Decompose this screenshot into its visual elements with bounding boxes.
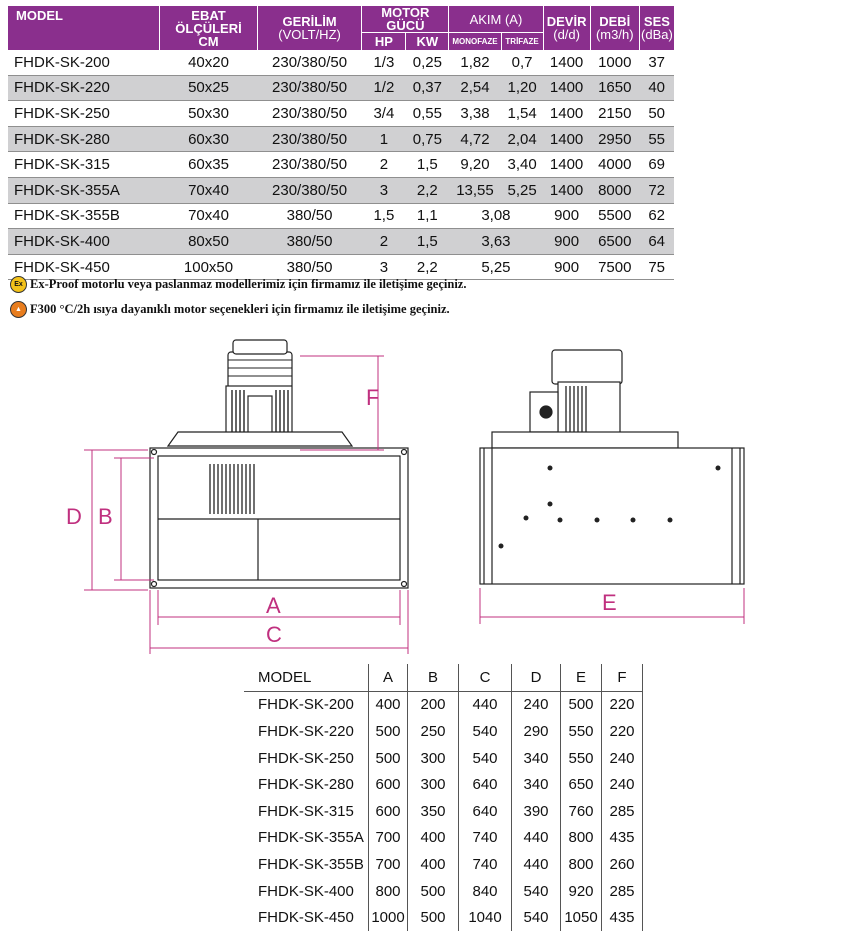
spec-table xyxy=(8,6,674,280)
spec-cell-db: 55 xyxy=(639,126,674,152)
spec-cell-hp: 1,5 xyxy=(362,203,406,229)
label-f: F xyxy=(366,385,380,410)
dim-cell: 400 xyxy=(408,851,459,878)
spec-cell-kw: 0,75 xyxy=(406,126,449,152)
dim-cell: 500 xyxy=(561,691,602,718)
dim-header-model: MODEL xyxy=(244,664,369,691)
dim-header-c: C xyxy=(459,664,512,691)
spec-cell-kw: 0,37 xyxy=(406,75,449,101)
spec-cell-flow: 5500 xyxy=(590,203,639,229)
spec-cell-hp: 1/2 xyxy=(362,75,406,101)
spec-cell-kw: 1,1 xyxy=(406,203,449,229)
dim-row xyxy=(244,798,643,825)
spec-cell-flow: 2950 xyxy=(590,126,639,152)
header-motor-power: MOTOR GÜCÜ xyxy=(362,6,449,33)
dim-cell: 540 xyxy=(459,745,512,772)
flame-icon: ▲ xyxy=(10,301,27,318)
dim-cell: FHDK-SK-450 xyxy=(258,909,354,927)
dim-row xyxy=(244,878,643,905)
technical-drawing xyxy=(0,330,848,660)
header-speed: DEVİR (d/d) xyxy=(543,6,590,50)
dim-cell: 1050 xyxy=(561,904,602,931)
dim-cell: 260 xyxy=(602,851,643,878)
side-view xyxy=(480,350,744,584)
dim-cell: FHDK-SK-355A xyxy=(258,829,364,847)
dim-cell: 440 xyxy=(512,851,561,878)
dim-cell: FHDK-SK-250 xyxy=(258,749,354,767)
dim-cell: 240 xyxy=(602,745,643,772)
spec-cell-size: 60x35 xyxy=(160,152,257,178)
dim-cell: 350 xyxy=(408,798,459,825)
dim-cell: 700 xyxy=(369,851,408,878)
dim-row xyxy=(244,771,643,798)
spec-cell-size: 70x40 xyxy=(160,203,257,229)
spec-cell-voltage: 380/50 xyxy=(257,254,362,280)
spec-cell-rpm: 1400 xyxy=(543,177,590,203)
dim-header-a: A xyxy=(369,664,408,691)
dim-cell: 800 xyxy=(561,851,602,878)
header-triphase: TRİFAZE xyxy=(501,33,543,51)
spec-cell-size: 80x50 xyxy=(160,229,257,255)
spec-cell-model: FHDK-SK-355A xyxy=(8,177,160,203)
spec-cell-model: FHDK-SK-200 xyxy=(8,50,160,75)
dim-header-d: D xyxy=(512,664,561,691)
spec-cell-tri: 1,54 xyxy=(501,101,543,127)
front-view xyxy=(150,340,408,588)
dim-cell: 200 xyxy=(408,691,459,718)
dim-cell: 640 xyxy=(459,798,512,825)
dim-cell: 435 xyxy=(602,825,643,852)
spec-cell-hp: 2 xyxy=(362,152,406,178)
spec-cell-mono: 9,20 xyxy=(449,152,501,178)
spec-cell-hp: 3 xyxy=(362,177,406,203)
label-d: D xyxy=(66,504,82,529)
ex-proof-note-text: Ex-Proof motorlu veya paslanmaz modellerimiz için firmamız ile iletişime geçiniz. xyxy=(30,277,467,291)
spec-cell-rpm: 1400 xyxy=(543,126,590,152)
spec-row xyxy=(8,229,674,255)
spec-row xyxy=(8,75,674,101)
header-size: EBAT ÖLÇÜLERİ CM xyxy=(160,6,257,50)
label-e: E xyxy=(602,590,617,615)
spec-cell-tri: 0,7 xyxy=(501,50,543,75)
spec-cell-tri: 2,04 xyxy=(501,126,543,152)
dim-cell: 540 xyxy=(512,904,561,931)
spec-cell-size: 50x25 xyxy=(160,75,257,101)
header-hp: HP xyxy=(362,33,406,51)
spec-cell-model: FHDK-SK-450 xyxy=(8,254,160,280)
spec-cell-size: 60x30 xyxy=(160,126,257,152)
label-a: A xyxy=(266,593,281,618)
spec-cell-flow: 6500 xyxy=(590,229,639,255)
spec-cell-current: 3,63 xyxy=(449,229,543,255)
spec-cell-flow: 1000 xyxy=(590,50,639,75)
dim-cell: 400 xyxy=(369,691,408,718)
spec-cell-hp: 2 xyxy=(362,229,406,255)
spec-cell-rpm: 900 xyxy=(543,203,590,229)
spec-cell-kw: 0,55 xyxy=(406,101,449,127)
spec-cell-model: FHDK-SK-220 xyxy=(8,75,160,101)
dim-cell: 500 xyxy=(408,904,459,931)
dim-cell: 650 xyxy=(561,771,602,798)
spec-cell-hp: 3 xyxy=(362,254,406,280)
dim-row xyxy=(244,691,643,718)
spec-cell-kw: 0,25 xyxy=(406,50,449,75)
dim-cell: 500 xyxy=(369,745,408,772)
spec-cell-model: FHDK-SK-315 xyxy=(8,152,160,178)
dim-cell: 240 xyxy=(512,691,561,718)
spec-cell-current: 3,08 xyxy=(449,203,543,229)
dim-cell: 840 xyxy=(459,878,512,905)
dim-cell: 300 xyxy=(408,771,459,798)
spec-cell-db: 75 xyxy=(639,254,674,280)
spec-cell-model: FHDK-SK-355B xyxy=(8,203,160,229)
spec-cell-db: 37 xyxy=(639,50,674,75)
spec-cell-voltage: 230/380/50 xyxy=(257,75,362,101)
dim-cell: FHDK-SK-220 xyxy=(258,722,354,740)
spec-cell-size: 40x20 xyxy=(160,50,257,75)
dim-cell: 250 xyxy=(408,718,459,745)
spec-cell-rpm: 1400 xyxy=(543,101,590,127)
dim-cell: FHDK-SK-315 xyxy=(258,802,354,820)
spec-cell-hp: 1/3 xyxy=(362,50,406,75)
ex-proof-note xyxy=(10,276,466,293)
spec-cell-model: FHDK-SK-400 xyxy=(8,229,160,255)
spec-cell-flow: 4000 xyxy=(590,152,639,178)
spec-cell-mono: 3,38 xyxy=(449,101,501,127)
dim-cell: 440 xyxy=(512,825,561,852)
dim-cell: FHDK-SK-355B xyxy=(258,855,364,873)
dim-cell: 220 xyxy=(602,718,643,745)
dim-cell: 700 xyxy=(369,825,408,852)
spec-cell-rpm: 900 xyxy=(543,254,590,280)
dim-cell: 550 xyxy=(561,718,602,745)
spec-cell-hp: 3/4 xyxy=(362,101,406,127)
spec-cell-voltage: 380/50 xyxy=(257,229,362,255)
spec-cell-db: 50 xyxy=(639,101,674,127)
spec-row xyxy=(8,101,674,127)
dim-cell: 285 xyxy=(602,798,643,825)
dim-cell: 500 xyxy=(408,878,459,905)
dim-cell: 220 xyxy=(602,691,643,718)
dim-cell: 340 xyxy=(512,771,561,798)
spec-cell-rpm: 1400 xyxy=(543,50,590,75)
spec-cell-tri: 3,40 xyxy=(501,152,543,178)
dim-cell: 920 xyxy=(561,878,602,905)
spec-cell-voltage: 230/380/50 xyxy=(257,152,362,178)
spec-cell-voltage: 230/380/50 xyxy=(257,126,362,152)
dim-cell: FHDK-SK-280 xyxy=(258,776,354,794)
spec-cell-voltage: 380/50 xyxy=(257,203,362,229)
ex-proof-icon: Ex xyxy=(10,276,27,293)
dim-cell: 435 xyxy=(602,904,643,931)
spec-cell-flow: 2150 xyxy=(590,101,639,127)
spec-cell-db: 62 xyxy=(639,203,674,229)
dim-row xyxy=(244,851,643,878)
dim-cell: 1000 xyxy=(369,904,408,931)
spec-cell-db: 40 xyxy=(639,75,674,101)
dimension-table xyxy=(244,664,643,931)
header-flow: DEBİ (m3/h) xyxy=(590,6,639,50)
dim-cell: 740 xyxy=(459,851,512,878)
spec-row xyxy=(8,152,674,178)
spec-cell-kw: 1,5 xyxy=(406,229,449,255)
dim-header-e: E xyxy=(561,664,602,691)
spec-cell-rpm: 1400 xyxy=(543,152,590,178)
spec-cell-kw: 2,2 xyxy=(406,254,449,280)
spec-cell-flow: 8000 xyxy=(590,177,639,203)
fire-resistant-note-text: F300 °C/2h ısıya dayanıklı motor seçenekleri için firmamız ile iletişime geçiniz. xyxy=(30,302,450,316)
dim-cell: 285 xyxy=(602,878,643,905)
spec-cell-mono: 4,72 xyxy=(449,126,501,152)
dim-row xyxy=(244,904,643,931)
label-b: B xyxy=(98,504,113,529)
spec-row xyxy=(8,177,674,203)
dim-row xyxy=(244,825,643,852)
spec-cell-size: 100x50 xyxy=(160,254,257,280)
spec-cell-db: 69 xyxy=(639,152,674,178)
dim-cell: 390 xyxy=(512,798,561,825)
spec-cell-mono: 1,82 xyxy=(449,50,501,75)
spec-cell-model: FHDK-SK-280 xyxy=(8,126,160,152)
spec-cell-flow: 7500 xyxy=(590,254,639,280)
header-model: MODEL xyxy=(8,6,160,50)
header-kw: KW xyxy=(406,33,449,51)
dim-cell: 440 xyxy=(459,691,512,718)
spec-cell-tri: 5,25 xyxy=(501,177,543,203)
dim-cell: 740 xyxy=(459,825,512,852)
dim-cell: 500 xyxy=(369,718,408,745)
spec-cell-db: 72 xyxy=(639,177,674,203)
dim-row xyxy=(244,718,643,745)
dim-cell: 1040 xyxy=(459,904,512,931)
dim-header-b: B xyxy=(408,664,459,691)
header-current: AKIM (A) xyxy=(449,6,543,33)
dim-cell: 600 xyxy=(369,771,408,798)
spec-cell-kw: 2,2 xyxy=(406,177,449,203)
spec-cell-rpm: 900 xyxy=(543,229,590,255)
dim-cell: 760 xyxy=(561,798,602,825)
dim-cell: 540 xyxy=(459,718,512,745)
spec-row xyxy=(8,126,674,152)
dim-cell: 800 xyxy=(369,878,408,905)
dim-cell: 640 xyxy=(459,771,512,798)
dim-cell: 800 xyxy=(561,825,602,852)
spec-cell-db: 64 xyxy=(639,229,674,255)
spec-cell-voltage: 230/380/50 xyxy=(257,50,362,75)
spec-cell-mono: 13,55 xyxy=(449,177,501,203)
dim-header-f: F xyxy=(602,664,643,691)
spec-row xyxy=(8,50,674,75)
spec-cell-voltage: 230/380/50 xyxy=(257,177,362,203)
dim-row xyxy=(244,745,643,772)
spec-cell-hp: 1 xyxy=(362,126,406,152)
dim-cell: 540 xyxy=(512,878,561,905)
spec-cell-flow: 1650 xyxy=(590,75,639,101)
dim-cell: 300 xyxy=(408,745,459,772)
spec-cell-voltage: 230/380/50 xyxy=(257,101,362,127)
spec-row xyxy=(8,203,674,229)
spec-cell-rpm: 1400 xyxy=(543,75,590,101)
spec-cell-kw: 1,5 xyxy=(406,152,449,178)
spec-cell-tri: 1,20 xyxy=(501,75,543,101)
spec-cell-size: 50x30 xyxy=(160,101,257,127)
spec-cell-model: FHDK-SK-250 xyxy=(8,101,160,127)
header-sound: SES (dBa) xyxy=(639,6,674,50)
dim-cell: 400 xyxy=(408,825,459,852)
dim-cell: FHDK-SK-400 xyxy=(258,882,354,900)
dim-cell: 550 xyxy=(561,745,602,772)
header-monophase: MONOFAZE xyxy=(449,33,501,51)
dim-cell: 340 xyxy=(512,745,561,772)
dim-cell: 240 xyxy=(602,771,643,798)
fire-resistant-note xyxy=(10,301,450,318)
spec-cell-size: 70x40 xyxy=(160,177,257,203)
dim-cell: 600 xyxy=(369,798,408,825)
dim-cell: FHDK-SK-200 xyxy=(258,696,354,714)
spec-cell-mono: 2,54 xyxy=(449,75,501,101)
header-voltage: GERİLİM (VOLT/HZ) xyxy=(257,6,362,50)
spec-cell-current: 5,25 xyxy=(449,254,543,280)
dim-cell: 290 xyxy=(512,718,561,745)
label-c: C xyxy=(266,622,282,647)
